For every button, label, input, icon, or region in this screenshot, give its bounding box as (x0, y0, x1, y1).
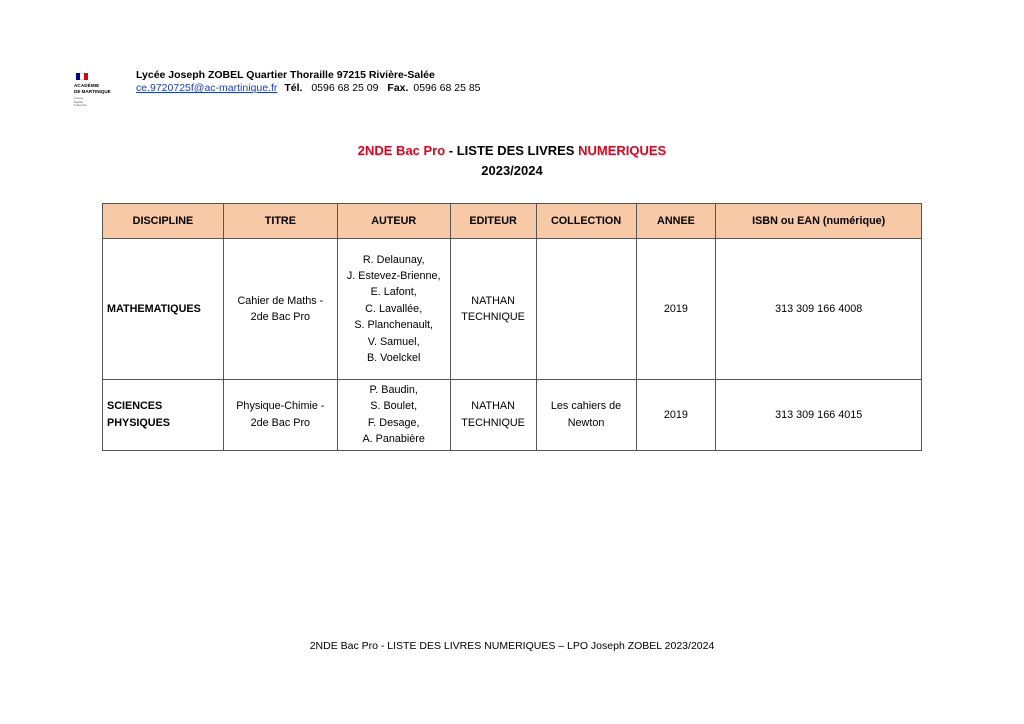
cell-auteur: R. Delaunay, J. Estevez-Brienne, E. Lafont, C. Lavallée, S. Planchenault, V. Samuel, B. Voelckel (337, 239, 450, 380)
cell-isbn: 313 309 166 4015 (716, 380, 922, 451)
fax-label: Fax. (387, 82, 409, 94)
cell-editeur: NATHAN TECHNIQUE (450, 380, 536, 451)
logo-line-2: DE MARTINIQUE (74, 89, 111, 94)
cell-annee: 2019 (636, 380, 716, 451)
table-header-row (103, 204, 922, 239)
school-address: Lycée Joseph ZOBEL Quartier Thoraille 97215 Rivière-Salée (136, 69, 435, 81)
header-annee: ANNEE (636, 204, 716, 239)
cell-collection: Les cahiers de Newton (536, 380, 636, 451)
header-editeur: EDITEUR (450, 204, 536, 239)
page-year: 2023/2024 (481, 163, 543, 178)
contact-line (136, 82, 481, 95)
header-auteur: AUTEUR (337, 204, 450, 239)
academie-logo (66, 70, 124, 118)
header-isbn: ISBN ou EAN (numérique) (716, 204, 922, 239)
cell-discipline: MATHEMATIQUES (103, 239, 224, 380)
cell-collection (536, 239, 636, 380)
page-footer: 2NDE Bac Pro - LISTE DES LIVRES NUMERIQUES – LPO Joseph ZOBEL 2023/2024 (309, 640, 715, 652)
logo-motto: Liberté Égalité Fraternité (74, 96, 87, 108)
fax-number: 0596 68 25 85 (413, 82, 481, 94)
table-row (103, 380, 922, 451)
cell-discipline: SCIENCES PHYSIQUES (103, 380, 224, 451)
cell-auteur: P. Baudin, S. Boulet, F. Desage, A. Panabière (337, 380, 450, 451)
header-discipline: DISCIPLINE (103, 204, 224, 239)
cell-titre: Physique-Chimie - 2de Bac Pro (223, 380, 337, 451)
tel-number: 0596 68 25 09 (311, 82, 379, 94)
logo-line-1: ACADÉMIE (74, 83, 100, 88)
email-link[interactable]: ce.9720725f@ac-martinique.fr (136, 82, 278, 94)
school-header (136, 69, 481, 95)
table-row (103, 239, 922, 380)
french-flag-icon (76, 73, 88, 80)
cell-titre: Cahier de Maths - 2de Bac Pro (223, 239, 337, 380)
cell-annee: 2019 (636, 239, 716, 380)
cell-editeur: NATHAN TECHNIQUE (450, 239, 536, 380)
header-collection: COLLECTION (536, 204, 636, 239)
header-titre: TITRE (223, 204, 337, 239)
books-table (102, 203, 922, 451)
tel-label: Tél. (284, 82, 303, 94)
cell-isbn: 313 309 166 4008 (716, 239, 922, 380)
page-title: 2NDE Bac Pro - LISTE DES LIVRES NUMERIQUES (357, 143, 667, 158)
